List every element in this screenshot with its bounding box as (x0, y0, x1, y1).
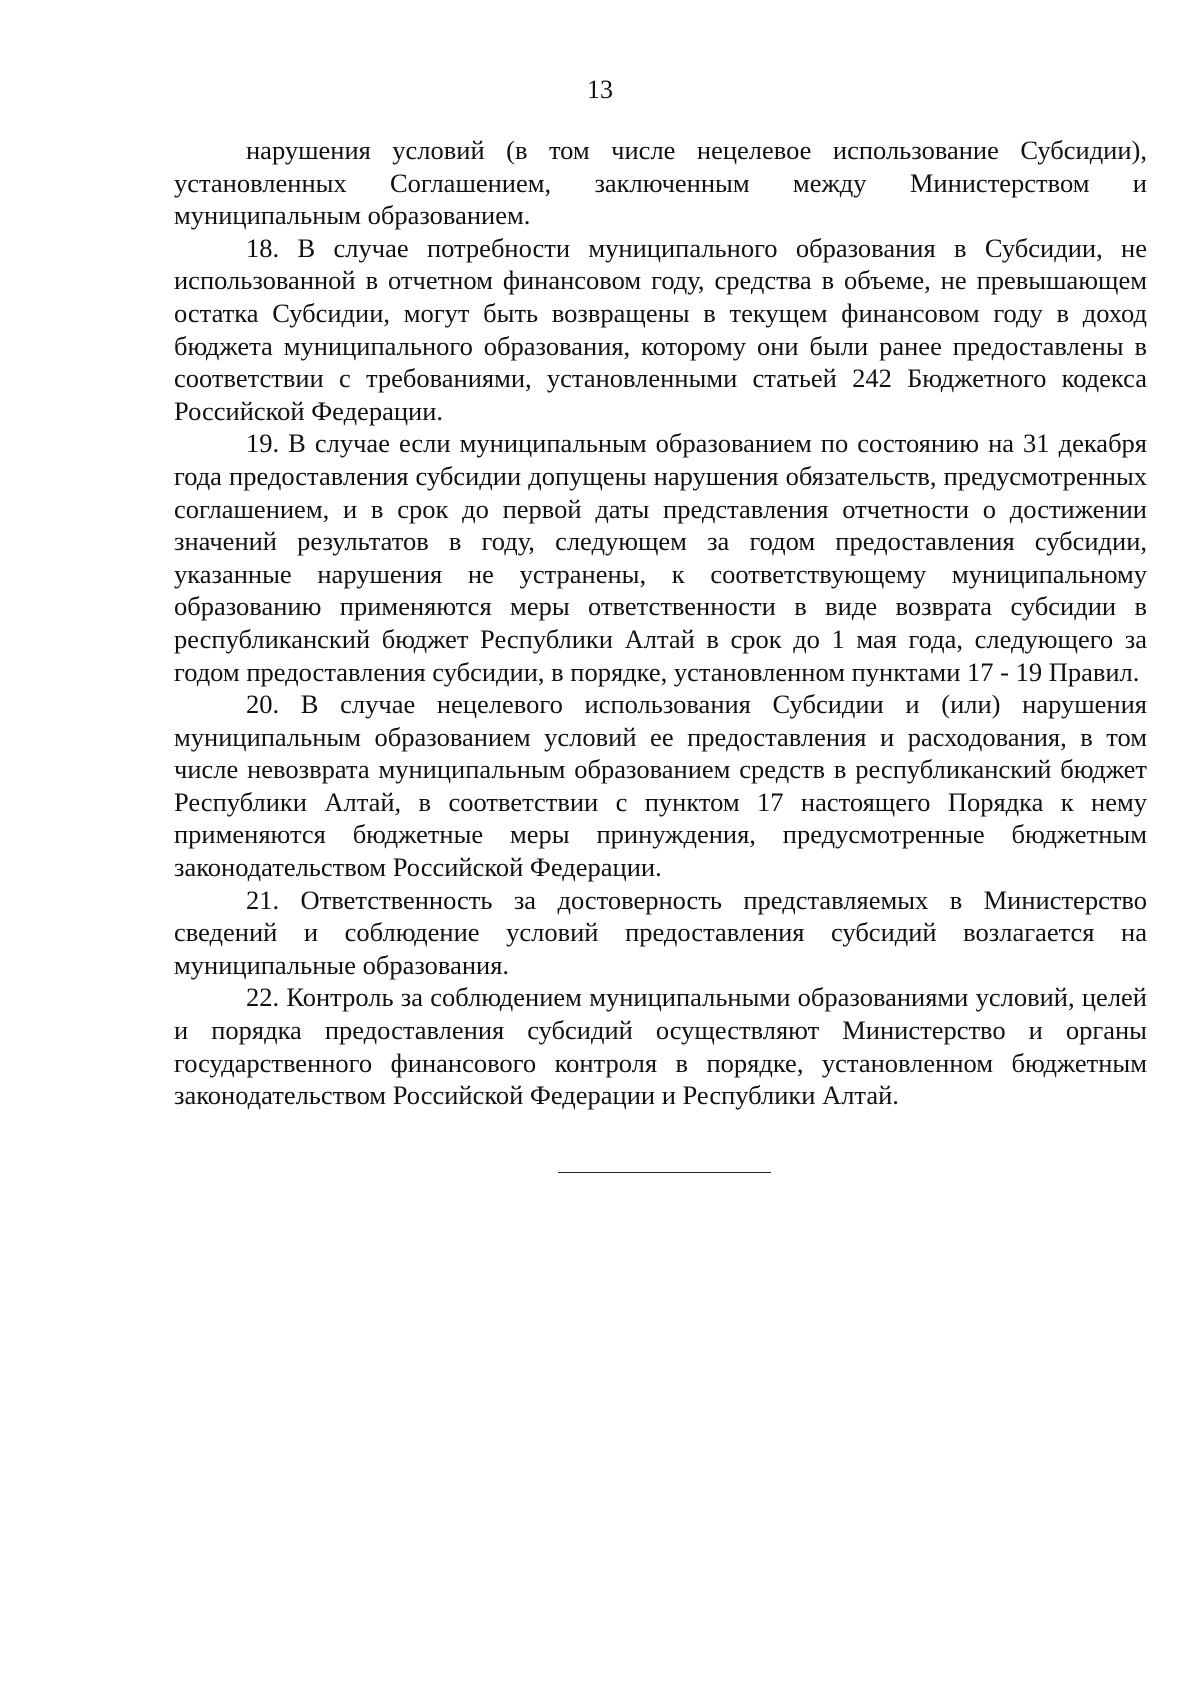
paragraph-20: 20. В случае нецелевого использования Субсидии и (или) нарушения муниципальным образованием условий ее предоставления и расходования, в том числе невозврата муниципальным образованием средств в республиканский бюджет Республики Алтай, в соответствии с пунктом 17 настоящего Порядка к нему применяются бюджетные меры принуждения, предусмотренные бюджетным законодательством Российской Федерации. (174, 689, 1147, 883)
paragraph-21: 21. Ответственность за достоверность представляемых в Министерство сведений и соблюдение условий предоставления субсидий возлагается на муниципальные образования. (174, 884, 1147, 980)
paragraph-19: 19. В случае если муниципальным образованием по состоянию на 31 декабря года предоставления субсидии допущены нарушения обязательств, предусмотренных соглашением, и в срок до первой даты представления отчетности о достижении значений результатов в году, следующем за годом предоставления субсидии, указанные нарушения не устранены, к соответствующему муниципальному образованию применяются меры ответственности в виде возврата субсидии в республиканский бюджет Республики Алтай в срок до 1 мая года, следующего за годом предоставления субсидии, в порядке, установленном пунктами 17 - 19 Правил. (174, 428, 1147, 687)
end-of-document-rule (558, 1172, 771, 1173)
page-number: 13 (587, 75, 613, 104)
paragraph-18: 18. В случае потребности муниципального образования в Субсидии, не использованной в отчетном финансовом году, средства в объеме, не превышающем остатка Субсидии, могут быть возвращены в текущем финансовом году в доход бюджета муниципального образования, которому они были ранее предоставлены в соответствии с требованиями, установленными статьей 242 Бюджетного кодекса Российской Федерации. (174, 232, 1147, 426)
paragraph-continuation: нарушения условий (в том числе нецелевое использование Субсидии), установленных Соглашением, заключенным между Министерством и муниципальным образованием. (174, 135, 1147, 231)
document-body (174, 134, 1147, 1112)
paragraph-22: 22. Контроль за соблюдением муниципальными образованиями условий, целей и порядка предоставления субсидий осуществляют Министерство и органы государственного финансового контроля в порядке, установленном бюджетным законодательством Российской Федерации и Республики Алтай. (174, 982, 1147, 1111)
